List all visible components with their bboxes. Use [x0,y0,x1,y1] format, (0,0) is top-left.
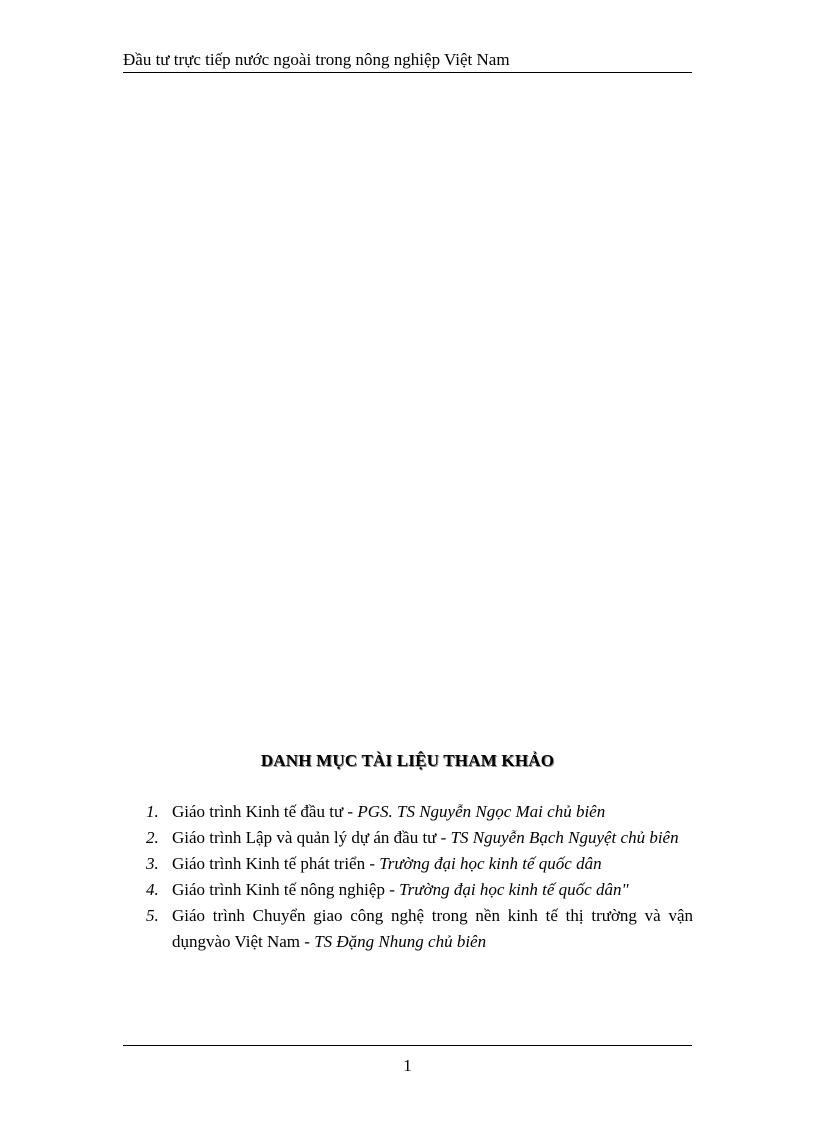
reference-separator: - [343,802,358,821]
reference-author: TS Đặng Nhung chủ biên [314,932,487,951]
reference-number: 5. [146,906,159,925]
references-list [146,799,693,955]
reference-item [146,825,693,851]
reference-item [146,903,693,955]
reference-title: Giáo trình Kinh tế phát triển [172,854,366,873]
reference-author: PGS. TS Nguyễn Ngọc Mai chủ biên [357,802,606,821]
reference-separator: - [365,854,380,873]
reference-separator: - [300,932,315,951]
reference-title: Giáo trình Kinh tế đầu tư [172,802,344,821]
references-heading: DANH MỤC TÀI LIỆU THAM KHẢO [260,751,555,770]
reference-title: Giáo trình Kinh tế nông nghiệp [172,880,385,899]
reference-separator: - [384,880,400,899]
reference-author: TS Nguyễn Bạch Nguyệt chủ biên [450,828,679,847]
reference-number: 1. [146,802,159,821]
footer-divider [123,1045,692,1046]
reference-separator: - [436,828,451,847]
header-title: Đầu tư trực tiếp nước ngoài trong nông nghiệp Việt Nam [123,50,510,69]
reference-number: 3. [146,854,159,873]
page-number: 1 [403,1056,412,1075]
reference-number: 4. [146,880,159,899]
reference-number: 2. [146,828,159,847]
reference-title: Giáo trình Lập và quản lý dự án đầu tư [172,828,437,847]
reference-author: Trường đại học kinh tế quốc dân" [399,880,629,899]
reference-item [146,877,693,903]
reference-item [146,851,693,877]
running-header [123,50,692,73]
reference-item [146,799,693,825]
reference-title: Giáo trình Chuyển giao công nghệ trong nền kinh tế thị trường và vận dụngvào Việt Nam [172,906,693,951]
reference-author: Trường đại học kinh tế quốc dân [379,854,602,873]
